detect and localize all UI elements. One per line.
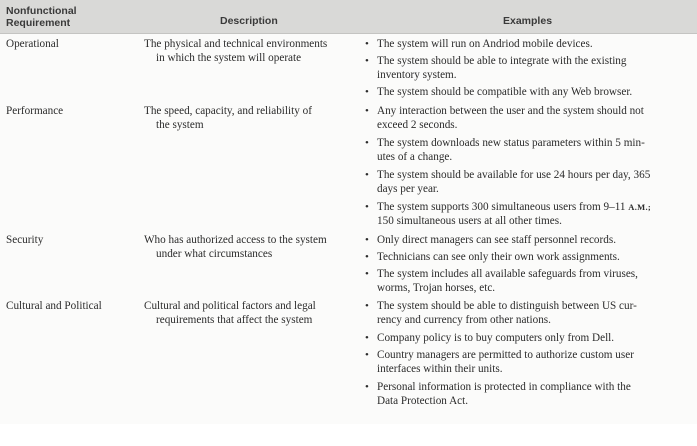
- example-line: rency and currency from other nations.: [377, 314, 551, 326]
- example-text: The system will run on Andriod mobile devices.: [377, 38, 593, 50]
- description-line: the system: [156, 119, 204, 131]
- example-item: [365, 37, 685, 51]
- page-bottom-margin: [0, 424, 697, 446]
- header-description: Description: [220, 15, 278, 27]
- example-item: [365, 380, 685, 408]
- example-line: The system downloads new status parameters within 5 min-: [377, 137, 645, 149]
- example-text: [377, 136, 685, 164]
- example-text: [377, 348, 685, 376]
- header-requirement-line2: Requirement: [6, 17, 71, 29]
- example-text: Company policy is to buy computers only from Dell.: [377, 332, 615, 344]
- example-text: The system should be compatible with any Web browser.: [377, 86, 633, 98]
- description-line: requirements that affect the system: [156, 314, 313, 326]
- header-requirement-line1: Nonfunctional: [6, 5, 77, 17]
- description-line: The physical and technical environments: [144, 38, 328, 50]
- example-line: Country managers are permitted to authorize custom user: [377, 349, 634, 361]
- bullet: •: [365, 251, 369, 263]
- bullet: •: [365, 349, 369, 361]
- example-line-text: The system supports 300 simultaneous users from 9–11: [377, 201, 626, 213]
- bullet: •: [365, 137, 369, 149]
- description-line: under what circumstances: [156, 248, 273, 260]
- table-header: [0, 0, 697, 34]
- example-item: [365, 299, 685, 327]
- example-item: [365, 136, 685, 164]
- example-item: [365, 331, 685, 345]
- bullet: •: [365, 332, 369, 344]
- bullet: •: [365, 201, 369, 213]
- header-examples: Examples: [503, 15, 553, 27]
- example-item: [365, 104, 685, 132]
- example-text: [377, 168, 685, 196]
- example-line: interfaces within their units.: [377, 363, 503, 375]
- example-line: Any interaction between the user and the system should not: [377, 105, 644, 117]
- example-line: The system includes all available safeguards from viruses,: [377, 268, 638, 280]
- example-line: [377, 200, 685, 214]
- example-text: [377, 54, 685, 82]
- example-line: 150 simultaneous users at all other times.: [377, 215, 562, 227]
- example-text: [377, 104, 685, 132]
- example-item: [365, 348, 685, 376]
- bullet: •: [365, 381, 369, 393]
- example-item: [365, 200, 685, 228]
- example-line: exceed 2 seconds.: [377, 119, 458, 131]
- bullet: •: [365, 300, 369, 312]
- row-operational-requirement: Operational: [6, 38, 59, 50]
- example-item: [365, 85, 685, 99]
- row-cultural-description: [144, 299, 354, 327]
- example-line: Personal information is protected in compliance with the: [377, 381, 631, 393]
- example-text: [377, 299, 685, 327]
- example-line: inventory system.: [377, 69, 457, 81]
- example-text: Only direct managers can see staff personnel records.: [377, 234, 616, 246]
- example-line: The system should be available for use 24 hours per day, 365: [377, 169, 651, 181]
- example-text: [377, 267, 685, 295]
- row-cultural-requirement: Cultural and Political: [6, 300, 102, 312]
- bullet: •: [365, 38, 369, 50]
- example-line: Data Protection Act.: [377, 395, 469, 407]
- example-text: [377, 380, 685, 408]
- example-item: [365, 233, 685, 247]
- example-item: [365, 267, 685, 295]
- example-item: [365, 54, 685, 82]
- example-line: days per year.: [377, 183, 439, 195]
- example-line: The system should be able to distinguish between US cur-: [377, 300, 637, 312]
- example-line: The system should be able to integrate with the existing: [377, 55, 627, 67]
- bullet: •: [365, 234, 369, 246]
- bullet: •: [365, 105, 369, 117]
- example-item: [365, 168, 685, 196]
- description-line: Who has authorized access to the system: [144, 234, 327, 246]
- description-line: The speed, capacity, and reliability of: [144, 105, 312, 117]
- time-suffix: A.M.;: [628, 202, 652, 212]
- header-requirement: [6, 5, 77, 29]
- example-line: worms, Trojan horses, etc.: [377, 282, 496, 294]
- example-text: Technicians can see only their own work assignments.: [377, 251, 620, 263]
- row-operational-description: [144, 37, 354, 65]
- bullet: •: [365, 169, 369, 181]
- example-item: [365, 250, 685, 264]
- description-line: Cultural and political factors and legal: [144, 300, 316, 312]
- row-performance-description: [144, 104, 354, 132]
- row-security-requirement: Security: [6, 234, 44, 246]
- row-performance-requirement: Performance: [6, 105, 64, 117]
- bullet: •: [365, 55, 369, 67]
- example-text: [377, 200, 685, 228]
- row-security-description: [144, 233, 354, 261]
- bullet: •: [365, 268, 369, 280]
- description-line: in which the system will operate: [156, 52, 302, 64]
- bullet: •: [365, 86, 369, 98]
- example-line: utes of a change.: [377, 151, 453, 163]
